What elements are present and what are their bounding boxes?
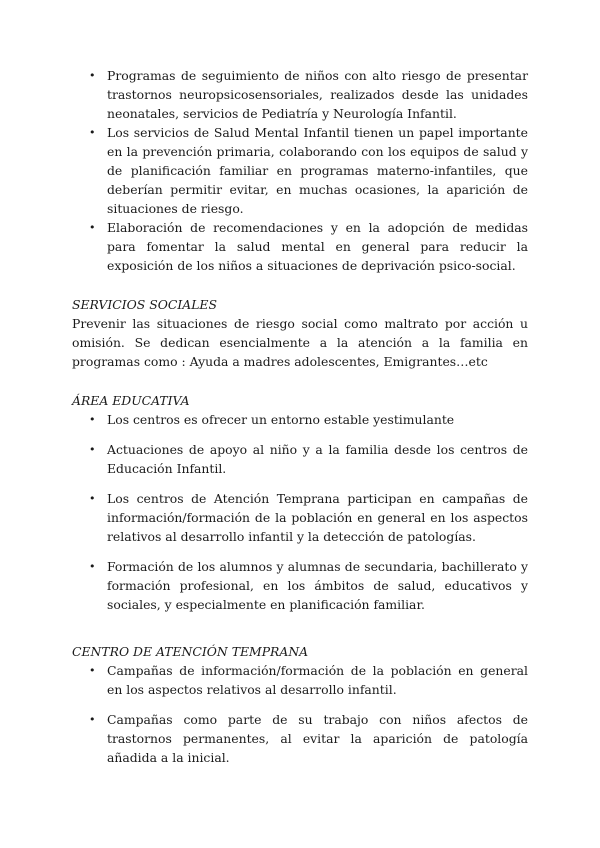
- list-item: • Formación de los alumnos y alumnas de secundaria, bachillerato y formación profesional, en los ámbitos de salud, educativos y sociales, y especialmente en planificación familiar.: [72, 557, 528, 614]
- list-item: • Los servicios de Salud Mental Infantil tienen un papel importante en la prevención primaria, colaborando con los equipos de salud y de planificación familiar en programas materno-infantiles, que deberían permitir evitar, en muchas ocasiones, la aparición de situaciones de riesgo.: [72, 123, 528, 218]
- servicios-sociales-paragraph: Prevenir las situaciones de riesgo social como maltrato por acción u omisión. Se dedican esencialmente a la atención a la familia en programas como : Ayuda a madres adolescentes, Emigrantes…etc: [72, 316, 528, 369]
- section-heading-centro-atencion: CENTRO DE ATENCIÓN TEMPRANA: [72, 644, 309, 659]
- list-item: • Los centros de Atención Temprana participan en campañas de información/formación de la población en general en los aspectos relativos al desarrollo infantil y la detección de patologías.: [72, 489, 528, 546]
- list-item: • Campañas de información/formación de la población en general en los aspectos relativos al desarrollo infantil.: [72, 661, 528, 699]
- list-item: • Elaboración de recomendaciones y en la adopción de medidas para fomentar la salud mental en general para reducir la exposición de los niños a situaciones de deprivación psico-social.: [72, 218, 528, 275]
- section-heading-servicios-sociales: SERVICIOS SOCIALES: [72, 297, 217, 312]
- list-item: • Los centros es ofrecer un entorno estable yestimulante: [72, 410, 528, 429]
- list-item: • Actuaciones de apoyo al niño y a la familia desde los centros de Educación Infantil.: [72, 440, 528, 478]
- area-educativa-list: [72, 410, 528, 614]
- section-heading-area-educativa: ÁREA EDUCATIVA: [72, 393, 190, 408]
- centro-atencion-list: [72, 661, 528, 767]
- list-item: • Campañas como parte de su trabajo con niños afectos de trastornos permanentes, al evitar la aparición de patología añadida a la inicial.: [72, 710, 528, 767]
- prevention-list: [72, 66, 528, 275]
- list-item: • Programas de seguimiento de niños con alto riesgo de presentar trastornos neuropsicosensoriales, realizados desde las unidades neonatales, servicios de Pediatría y Neurología Infantil.: [72, 66, 528, 123]
